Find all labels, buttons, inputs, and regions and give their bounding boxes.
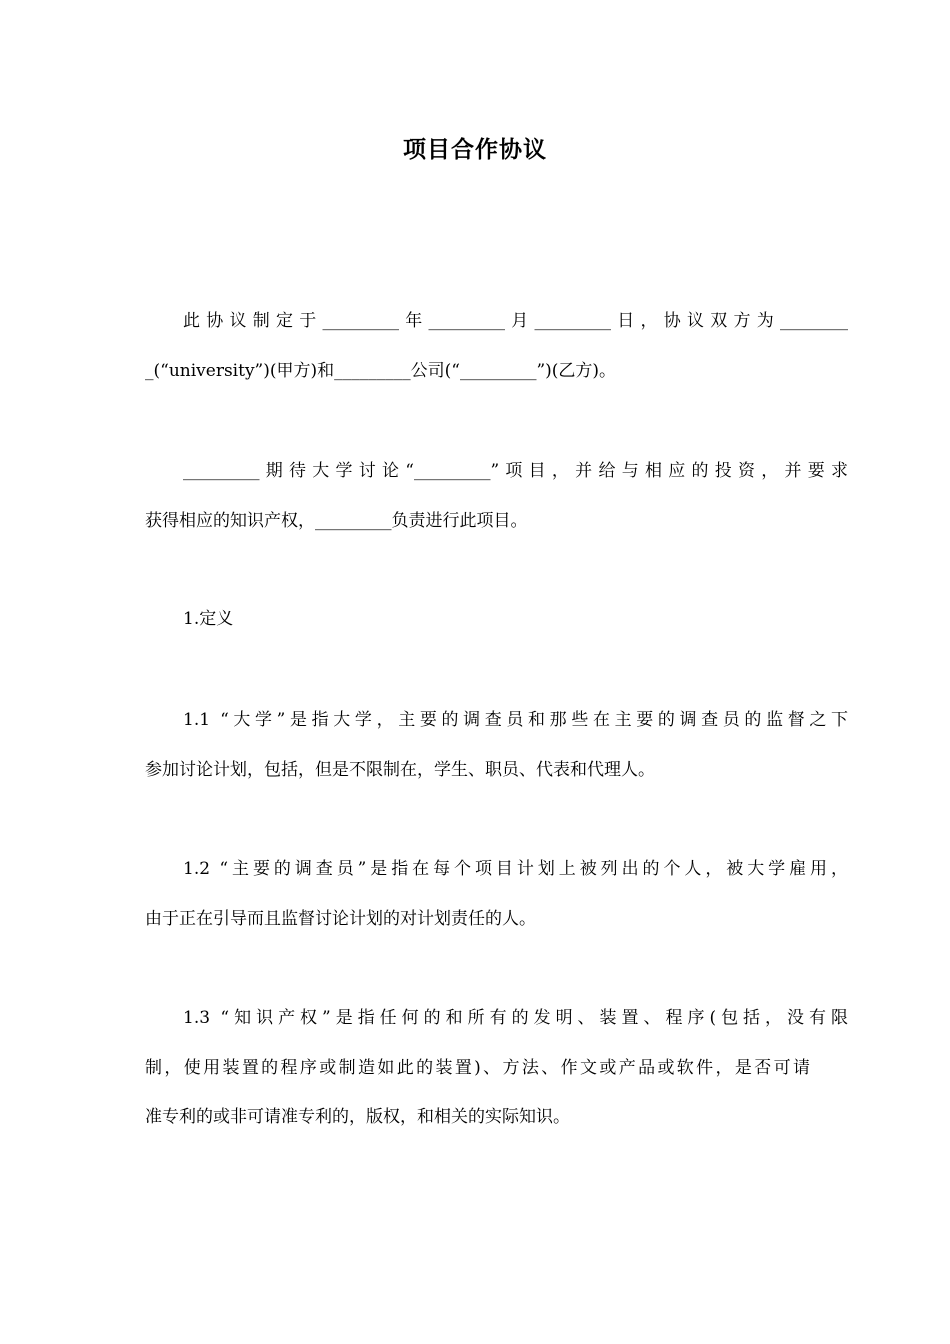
paragraph-line: 1.1 “大学”是指大学，主要的调查员和那些在主要的调查员的监督之下 [183,710,848,730]
paragraph-line: _________期待大学讨论“_________”项目，并给与相应的投资，并要求 [183,461,848,481]
paragraph-line: 1.2 “主要的调查员”是指在每个项目计划上被列出的个人，被大学雇用， [183,859,848,879]
paragraph-line: 制，使用装置的程序或制造如此的装置)、方法、作文或产品或软件，是否可请 [145,1058,810,1078]
document-title: 项目合作协议 [403,137,547,163]
paragraph-line: 参加讨论计划，包括，但是不限制在，学生、职员、代表和代理人。 [145,760,655,780]
paragraph-line: 获得相应的知识产权，_________负责进行此项目。 [145,511,528,531]
paragraph-line: _(“university”)(甲方)和_________公司(“_________”)(乙方)。 [145,361,617,381]
section-heading: 1.定义 [183,609,234,629]
paragraph-line: 准专利的或非可请准专利的，版权，和相关的实际知识。 [145,1107,570,1127]
paragraph-line: 由于正在引导而且监督讨论计划的对计划责任的人。 [145,909,536,929]
paragraph-line: 此协议制定于_________年_________月_________日，协议双方为________ [183,311,848,331]
paragraph-line: 1.3 “知识产权”是指任何的和所有的发明、装置、程序(包括，没有限 [183,1008,848,1028]
